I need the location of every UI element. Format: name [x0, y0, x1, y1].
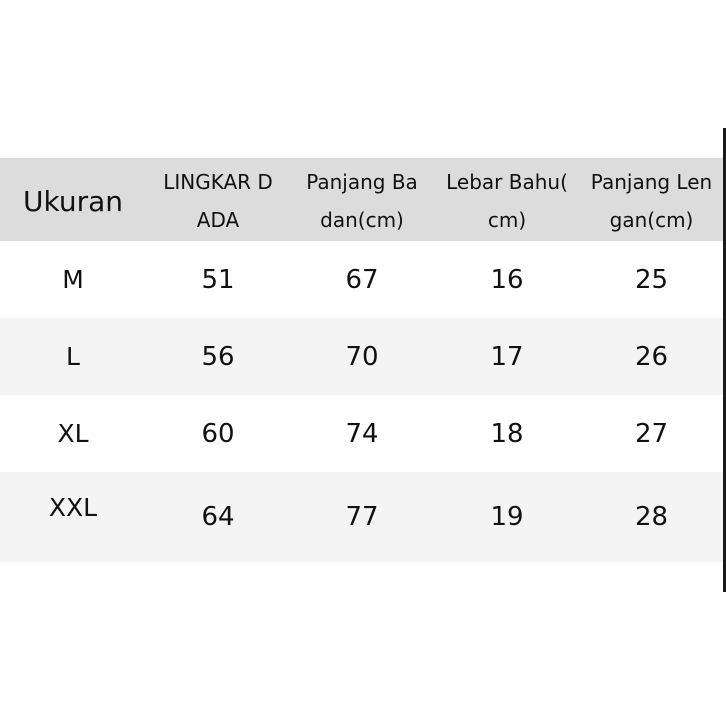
size-cell: M [62, 265, 84, 294]
body-length-cell: 74 [345, 418, 379, 449]
sleeve-length-cell: 28 [634, 502, 669, 532]
shoulder-width-cell: 17 [490, 341, 524, 372]
header-shoulder-width-line2: cm) [487, 207, 527, 232]
shoulder-width-cell: 16 [490, 264, 524, 295]
sleeve-length-cell: 25 [634, 264, 669, 295]
size-cell: XXL [48, 492, 98, 522]
header-shoulder-width-line1: Lebar Bahu( [446, 169, 568, 194]
header-chest-width-line2: ADA [196, 207, 240, 232]
chest-width-cell: 56 [201, 341, 235, 372]
header-chest-width [146, 161, 290, 239]
chest-width-cell: 64 [201, 502, 235, 532]
header-sleeve-length-line2: gan(cm) [609, 207, 694, 232]
header-body-length-line2: dan(cm) [320, 207, 404, 232]
header-size-label: Ukuran [23, 185, 124, 218]
table-row [0, 241, 723, 318]
table-row [0, 318, 723, 395]
table-header-row [0, 158, 723, 241]
header-body-length-line1: Panjang Ba [306, 169, 418, 194]
sleeve-length-cell: 27 [634, 418, 669, 449]
header-body-length [290, 161, 434, 239]
chest-width-cell: 51 [201, 264, 235, 295]
header-sleeve-length-line1: Panjang Len [590, 169, 713, 194]
table-row [0, 472, 723, 562]
header-shoulder-width [434, 161, 580, 239]
header-sleeve-length [580, 161, 723, 239]
shoulder-width-cell: 18 [490, 418, 524, 449]
header-chest-width-line1: LINGKAR D [163, 169, 273, 194]
body-length-cell: 77 [345, 502, 379, 532]
shoulder-width-cell: 19 [490, 502, 524, 532]
sleeve-length-cell: 26 [634, 341, 669, 372]
body-length-cell: 70 [345, 341, 379, 372]
size-chart-table [0, 158, 723, 562]
chest-width-cell: 60 [201, 418, 235, 449]
size-cell: XL [57, 419, 89, 448]
size-cell: L [66, 342, 80, 371]
body-length-cell: 67 [345, 264, 379, 295]
table-row [0, 395, 723, 472]
